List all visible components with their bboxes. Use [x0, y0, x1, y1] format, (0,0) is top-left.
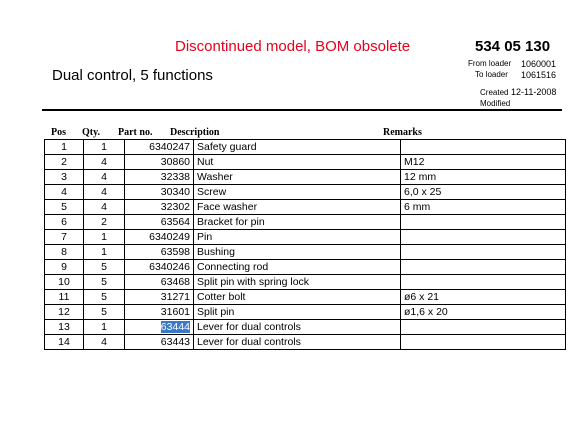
cell-pos	[45, 215, 84, 230]
cell-part-text: 31271	[160, 291, 190, 303]
cell-pos-text: 7	[61, 231, 67, 243]
cell-pos	[45, 140, 84, 155]
cell-desc	[194, 230, 401, 245]
cell-part	[125, 185, 194, 200]
cell-desc	[194, 140, 401, 155]
cell-desc	[194, 155, 401, 170]
cell-part-text: 63443	[160, 336, 190, 348]
table-row[interactable]	[45, 275, 566, 290]
cell-pos-text: 5	[61, 201, 67, 213]
cell-desc	[194, 305, 401, 320]
cell-remarks	[401, 155, 566, 170]
cell-pos-text: 1	[61, 141, 67, 153]
cell-pos-text: 12	[58, 306, 70, 318]
cell-qty-text: 5	[101, 261, 107, 273]
cell-remarks	[401, 185, 566, 200]
cell-pos	[45, 200, 84, 215]
cell-qty-text: 1	[101, 231, 107, 243]
cell-qty	[84, 245, 125, 260]
cell-pos-text: 8	[61, 246, 67, 258]
table-row[interactable]	[45, 185, 566, 200]
cell-part-text: 30340	[160, 186, 190, 198]
cell-remarks-text: ø6 x 21	[404, 291, 440, 303]
created-value: 12-11-2008	[511, 87, 557, 97]
cell-part	[125, 290, 194, 305]
cell-part-text: 32338	[160, 171, 190, 183]
cell-qty	[84, 320, 125, 335]
cell-pos-text: 13	[58, 321, 70, 333]
cell-desc-text: Connecting rod	[197, 261, 269, 273]
cell-part-text: 6340246	[149, 261, 190, 273]
cell-desc	[194, 170, 401, 185]
cell-desc	[194, 245, 401, 260]
cell-pos-text: 2	[61, 156, 67, 168]
model-number: 534 05 130	[475, 38, 551, 55]
cell-desc	[194, 320, 401, 335]
table-row[interactable]	[45, 230, 566, 245]
bom-table	[44, 139, 566, 350]
cell-part-text: 63444	[160, 321, 190, 333]
cell-remarks	[401, 320, 566, 335]
table-row[interactable]	[45, 170, 566, 185]
table-row[interactable]	[45, 305, 566, 320]
cell-qty-text: 2	[101, 216, 107, 228]
cell-part	[125, 245, 194, 260]
cell-part	[125, 275, 194, 290]
cell-desc-text: Bushing	[197, 246, 235, 258]
cell-part-text: 32302	[160, 201, 190, 213]
cell-desc-text: Lever for dual controls	[197, 336, 301, 348]
col-header-remarks: Remarks	[383, 127, 422, 138]
table-row[interactable]	[45, 215, 566, 230]
table-row[interactable]	[45, 245, 566, 260]
from-loader-value: 1060001	[521, 59, 557, 69]
cell-pos	[45, 305, 84, 320]
cell-pos-text: 4	[61, 186, 67, 198]
from-loader-label: From loader	[468, 59, 512, 68]
cell-pos	[45, 245, 84, 260]
cell-remarks	[401, 245, 566, 260]
table-row[interactable]	[45, 320, 566, 335]
cell-pos-text: 9	[61, 261, 67, 273]
cell-desc	[194, 335, 401, 350]
cell-pos-text: 10	[58, 276, 70, 288]
cell-part	[125, 230, 194, 245]
cell-qty	[84, 215, 125, 230]
cell-desc	[194, 290, 401, 305]
cell-qty	[84, 335, 125, 350]
cell-remarks-text: 6 mm	[404, 201, 431, 213]
header-divider	[42, 109, 562, 111]
table-row[interactable]	[45, 290, 566, 305]
cell-part	[125, 170, 194, 185]
cell-qty-text: 5	[101, 306, 107, 318]
cell-part	[125, 140, 194, 155]
cell-remarks	[401, 170, 566, 185]
cell-qty-text: 4	[101, 336, 107, 348]
cell-qty-text: 4	[101, 186, 107, 198]
cell-desc-text: Face washer	[197, 201, 258, 213]
cell-pos	[45, 335, 84, 350]
cell-qty	[84, 305, 125, 320]
cell-desc-text: Screw	[197, 186, 227, 198]
table-row[interactable]	[45, 155, 566, 170]
cell-qty-text: 4	[101, 201, 107, 213]
cell-part-text: 30860	[160, 156, 190, 168]
cell-qty	[84, 275, 125, 290]
cell-pos	[45, 155, 84, 170]
cell-pos	[45, 290, 84, 305]
cell-part	[125, 260, 194, 275]
cell-part	[125, 155, 194, 170]
col-header-pos: Pos	[51, 127, 66, 138]
cell-desc-text: Nut	[197, 156, 214, 168]
cell-part	[125, 335, 194, 350]
cell-remarks	[401, 275, 566, 290]
cell-remarks	[401, 260, 566, 275]
cell-qty	[84, 170, 125, 185]
cell-part-text: 6340249	[149, 231, 190, 243]
cell-qty	[84, 185, 125, 200]
created-label: Created	[480, 88, 509, 97]
cell-desc-text: Safety guard	[197, 141, 257, 153]
discontinued-notice: Discontinued model, BOM obsolete	[175, 38, 411, 55]
cell-desc-text: Bracket for pin	[197, 216, 265, 228]
cell-remarks	[401, 200, 566, 215]
table-row[interactable]	[45, 335, 566, 350]
col-header-part: Part no.	[118, 127, 153, 138]
cell-qty	[84, 290, 125, 305]
cell-qty-text: 5	[101, 291, 107, 303]
cell-qty-text: 1	[101, 246, 107, 258]
to-loader-label: To loader	[475, 70, 508, 79]
cell-qty	[84, 155, 125, 170]
cell-part	[125, 215, 194, 230]
cell-qty-text: 5	[101, 276, 107, 288]
cell-desc	[194, 185, 401, 200]
cell-part-text: 31601	[160, 306, 190, 318]
cell-pos	[45, 260, 84, 275]
cell-qty	[84, 200, 125, 215]
cell-pos-text: 11	[58, 291, 70, 303]
cell-pos-text: 6	[61, 216, 67, 228]
cell-pos	[45, 230, 84, 245]
cell-pos	[45, 275, 84, 290]
cell-remarks-text: 6,0 x 25	[404, 186, 442, 198]
cell-remarks	[401, 290, 566, 305]
cell-remarks	[401, 230, 566, 245]
cell-qty	[84, 230, 125, 245]
cell-qty-text: 4	[101, 156, 107, 168]
cell-desc	[194, 200, 401, 215]
cell-desc-text: Lever for dual controls	[197, 321, 301, 333]
cell-desc	[194, 275, 401, 290]
table-row[interactable]	[45, 140, 566, 155]
bom-table-body	[45, 140, 566, 350]
cell-part-text: 63598	[160, 246, 190, 258]
cell-remarks	[401, 140, 566, 155]
cell-remarks-text: ø1,6 x 20	[404, 306, 448, 318]
cell-part-text: 63468	[160, 276, 190, 288]
table-row[interactable]	[45, 200, 566, 215]
cell-qty-text: 1	[101, 321, 107, 333]
table-row[interactable]	[45, 260, 566, 275]
cell-pos	[45, 320, 84, 335]
cell-desc-text: Washer	[197, 171, 233, 183]
cell-part-text: 63564	[160, 216, 190, 228]
cell-pos-text: 3	[61, 171, 67, 183]
cell-remarks	[401, 305, 566, 320]
cell-qty-text: 4	[101, 171, 107, 183]
cell-part	[125, 305, 194, 320]
cell-qty	[84, 140, 125, 155]
cell-part-text: 6340247	[149, 141, 190, 153]
cell-desc-text: Split pin with spring lock	[197, 276, 310, 288]
cell-desc	[194, 260, 401, 275]
cell-desc-text: Split pin	[197, 306, 235, 318]
modified-label: Modified	[480, 99, 511, 108]
cell-part	[125, 200, 194, 215]
cell-qty	[84, 260, 125, 275]
col-header-qty: Qty.	[82, 127, 101, 138]
cell-remarks-text: 12 mm	[404, 171, 437, 183]
cell-remarks	[401, 335, 566, 350]
page-title: Dual control, 5 functions	[52, 67, 213, 84]
cell-pos	[45, 170, 84, 185]
cell-pos	[45, 185, 84, 200]
cell-qty-text: 1	[101, 141, 107, 153]
cell-desc	[194, 215, 401, 230]
to-loader-value: 1061516	[521, 70, 557, 80]
cell-pos-text: 14	[58, 336, 70, 348]
col-header-description: Description	[170, 127, 220, 138]
cell-desc-text: Pin	[197, 231, 213, 243]
cell-desc-text: Cotter bolt	[197, 291, 246, 303]
cell-remarks-text: M12	[404, 156, 425, 168]
cell-remarks	[401, 215, 566, 230]
cell-part	[125, 320, 194, 335]
